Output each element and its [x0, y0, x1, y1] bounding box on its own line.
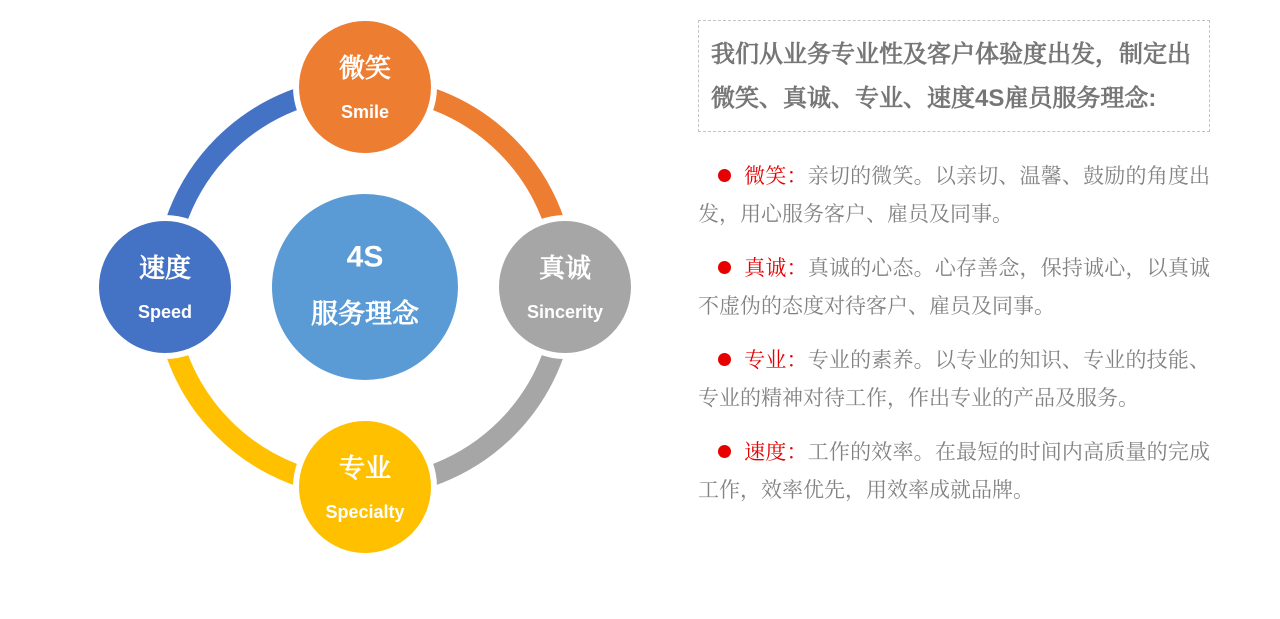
bullet-dot-icon	[718, 353, 731, 366]
concept-list	[698, 158, 1210, 510]
center-subtitle: 服务理念	[311, 299, 419, 329]
item-keyword: 专业：	[744, 349, 808, 372]
item-text: 真诚的心态。心存善念，保持诚心，以真诚不虚伪的态度对待客户、雇员及同事。	[698, 257, 1211, 318]
bullet-dot-icon	[718, 445, 731, 458]
center-circle	[272, 194, 458, 380]
intro-line-1: 我们从业务专业性及客户体验度出发，制定出	[711, 41, 1191, 68]
speed-label-zh: 速度	[138, 253, 192, 283]
sincerity-circle	[496, 218, 634, 356]
list-item-speed	[698, 434, 1210, 510]
sincerity-label-en: Sincerity	[526, 302, 604, 322]
item-text: 专业的素养。以专业的知识、专业的技能、专业的精神对待工作，作出专业的产品及服务。	[698, 349, 1211, 410]
item-keyword: 真诚：	[744, 257, 808, 280]
list-item-sincerity	[698, 250, 1210, 326]
list-item-smile	[698, 158, 1210, 234]
smile-label-en: Smile	[340, 102, 390, 122]
smile-label-zh: 微笑	[338, 53, 392, 83]
smile-circle	[296, 18, 434, 156]
intro-line-2: 微笑、真诚、专业、速度4S雇员服务理念:	[711, 85, 1157, 112]
speed-label-en: Speed	[137, 302, 193, 322]
specialty-label-en: Specialty	[325, 502, 405, 522]
item-text: 工作的效率。在最短的时间内高质量的完成工作，效率优先，用效率成就品牌。	[698, 441, 1211, 502]
item-keyword: 微笑：	[744, 165, 808, 188]
item-keyword: 速度：	[744, 441, 808, 464]
bullet-dot-icon	[718, 169, 731, 182]
sincerity-label-zh: 真诚	[538, 253, 592, 283]
item-text: 亲切的微笑。以亲切、温馨、鼓励的角度出发，用心服务客户、雇员及同事。	[698, 165, 1211, 226]
intro-box	[698, 20, 1210, 132]
service-concept-panel	[698, 20, 1210, 526]
specialty-circle	[296, 418, 434, 556]
specialty-label-zh: 专业	[338, 453, 392, 483]
center-title: 4S	[346, 240, 384, 274]
speed-circle	[96, 218, 234, 356]
bullet-dot-icon	[718, 261, 731, 274]
list-item-specialty	[698, 342, 1210, 418]
